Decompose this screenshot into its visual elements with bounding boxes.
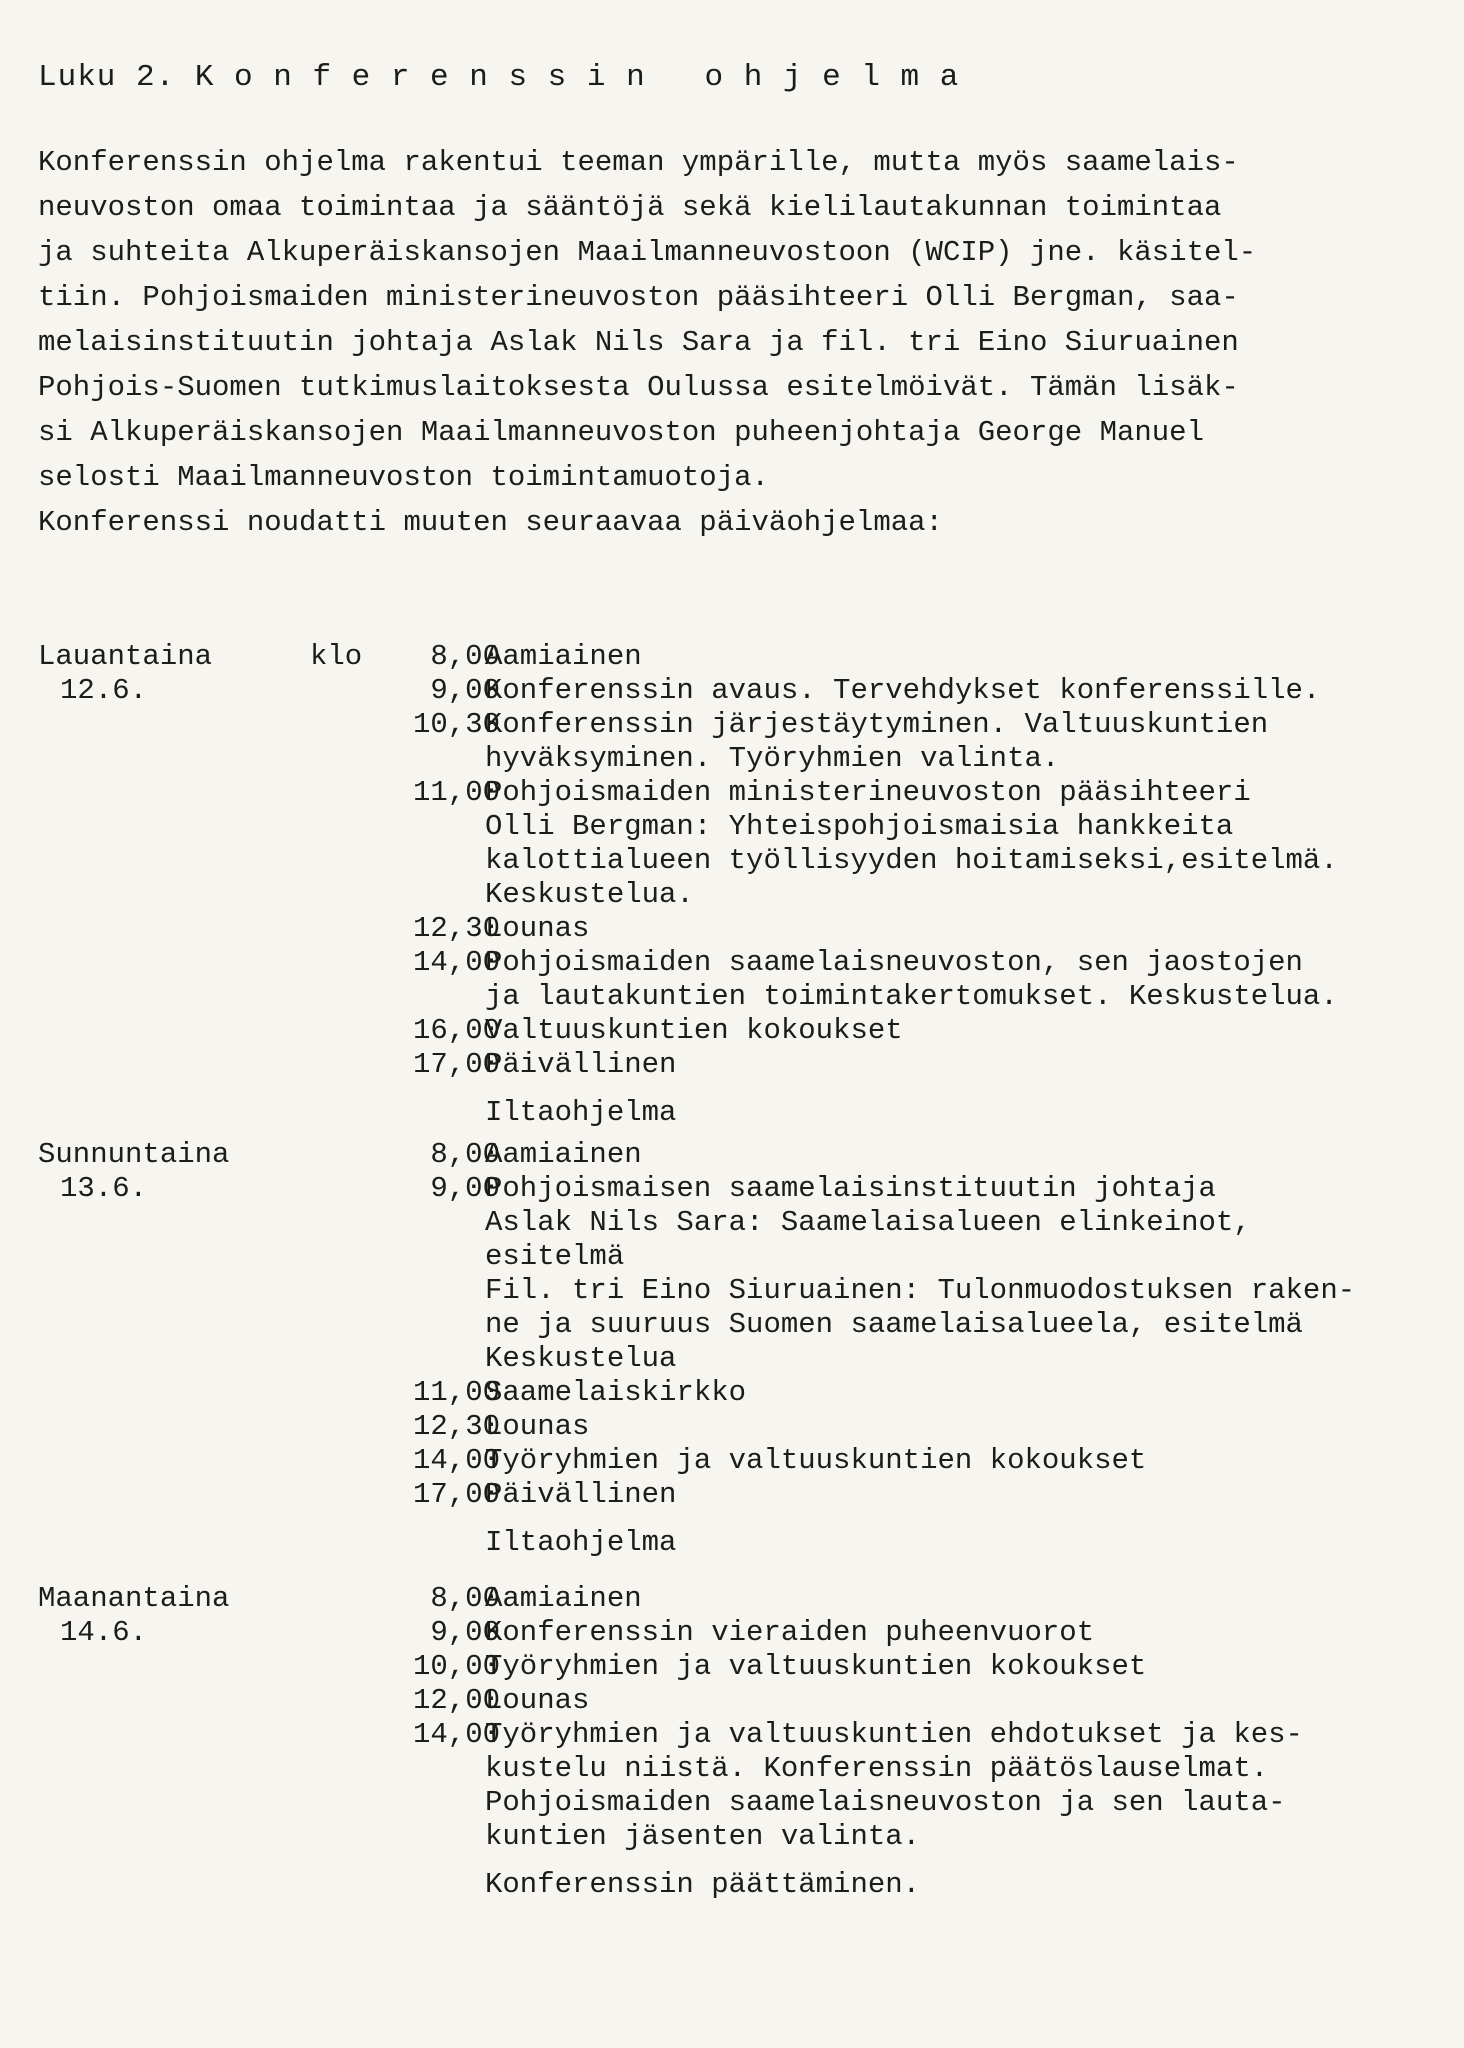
entry-time: 17,00 (412, 1048, 500, 1081)
entry-time: 12,30 (412, 1410, 500, 1443)
entry-line: Keskustelua. (485, 878, 694, 911)
entry-time: 14,00 (412, 1444, 500, 1477)
entry-line: Konferenssin avaus. Tervehdykset konferenssille. (485, 674, 1321, 707)
entry-description (485, 1376, 1445, 1410)
entry-line: Pohjoismaiden ministerineuvoston pääsihteeri (485, 776, 1251, 809)
entry-line: Konferenssin vieraiden puheenvuorot (485, 1616, 1095, 1649)
entry-description (485, 1684, 1445, 1718)
entry-time: 10,00 (412, 1650, 500, 1683)
entry-line: kuntien jäsenten valinta. (485, 1820, 921, 1853)
day-date: 13.6. (60, 1172, 148, 1205)
day-label: Maanantaina (38, 1582, 230, 1615)
entry-line: Aslak Nils Sara: Saamelaisalueen elinkeinot, (485, 1206, 1251, 1239)
entry-time: 8,00 (430, 640, 500, 673)
entry-line: Fil. tri Eino Siuruainen: Tulonmuodostuksen raken- (485, 1274, 1356, 1307)
evening-program: Iltaohjelma (485, 1096, 677, 1129)
entry-line: Saamelaiskirkko (485, 1376, 747, 1409)
entry-description (485, 1014, 1445, 1048)
entry-description (485, 708, 1445, 776)
day-date: 12.6. (60, 674, 148, 707)
entry-time: 8,00 (430, 1582, 500, 1615)
entry-description (485, 1616, 1445, 1650)
entry-description (485, 1650, 1445, 1684)
entry-line: Konferenssin järjestäytyminen. Valtuuskuntien (485, 708, 1269, 741)
entry-line: esitelmä (485, 1240, 625, 1273)
intro-line: Pohjois-Suomen tutkimuslaitoksesta Oulussa esitelmöivät. Tämän lisäk- (38, 371, 1239, 404)
entry-description (485, 1478, 1445, 1512)
entry-line (485, 1854, 1445, 1868)
day-label: Sunnuntaina (38, 1138, 230, 1171)
entry-line: ja lautakuntien toimintakertomukset. Keskustelua. (485, 980, 1338, 1013)
entry-time: 11,00 (412, 776, 500, 809)
entry-line: Pohjoismaiden saamelaisneuvoston, sen jaostojen (485, 946, 1303, 979)
entry-line: Päivällinen (485, 1048, 677, 1081)
intro-line: Konferenssin ohjelma rakentui teeman ympärille, mutta myös saamelais- (38, 146, 1239, 179)
entry-time: 14,00 (412, 946, 500, 979)
entry-description (485, 1444, 1445, 1478)
entry-line: Lounas (485, 912, 590, 945)
intro-line: neuvoston omaa toimintaa ja sääntöjä sekä kielilautakunnan toimintaa (38, 191, 1222, 224)
intro-line: Konferenssi noudatti muuten seuraavaa päiväohjelmaa: (38, 506, 943, 539)
day-label: Lauantaina (38, 640, 213, 673)
entry-line: Pohjoismaiden saamelaisneuvoston ja sen lauta- (485, 1786, 1286, 1819)
entry-time: 16,00 (412, 1014, 500, 1047)
entry-line: Aamiainen (485, 1138, 642, 1171)
intro-line: tiin. Pohjoismaiden ministerineuvoston pääsihteeri Olli Bergman, saa- (38, 281, 1239, 314)
entry-time: 11,00 (412, 1376, 500, 1409)
entry-description (485, 674, 1445, 708)
entry-line: Valtuuskuntien kokoukset (485, 1014, 903, 1047)
entry-line: kustelu niistä. Konferenssin päätöslauselmat. (485, 1752, 1269, 1785)
entry-time: 12,00 (412, 1684, 500, 1717)
entry-line: Työryhmien ja valtuuskuntien kokoukset (485, 1650, 1147, 1683)
entry-line: Työryhmien ja valtuuskuntien ehdotukset ja kes- (485, 1718, 1303, 1751)
intro-line: si Alkuperäiskansojen Maailmanneuvoston puheenjohtaja George Manuel (38, 416, 1204, 449)
entry-description (485, 776, 1445, 912)
klo-label: klo (310, 640, 363, 673)
entry-line: Aamiainen (485, 640, 642, 673)
entry-line: Keskustelua (485, 1342, 677, 1375)
entry-time: 10,30 (412, 708, 500, 741)
entry-line: Olli Bergman: Yhteispohjoismaisia hankkeita (485, 810, 1234, 843)
entry-description (485, 1138, 1445, 1172)
chapter-heading: Luku 2. K o n f e r e n s s i n o h j e l m a (38, 60, 960, 95)
entry-description (485, 1582, 1445, 1616)
intro-line: melaisinstituutin johtaja Aslak Nils Sara ja fil. tri Eino Siuruainen (38, 326, 1239, 359)
entry-line: Konferenssin päättäminen. (485, 1868, 921, 1901)
entry-time: 14,00 (412, 1718, 500, 1751)
entry-description (485, 946, 1445, 1014)
entry-time: 17,00 (412, 1478, 500, 1511)
entry-description (485, 1172, 1445, 1376)
entry-time: 8,00 (430, 1138, 500, 1171)
entry-time: 9,00 (430, 1616, 500, 1649)
entry-line: Aamiainen (485, 1582, 642, 1615)
entry-line: Pohjoismaisen saamelaisinstituutin johtaja (485, 1172, 1216, 1205)
entry-line: Lounas (485, 1410, 590, 1443)
day-date: 14.6. (60, 1616, 148, 1649)
entry-time: 12,30 (412, 912, 500, 945)
intro-line: selosti Maailmanneuvoston toimintamuotoja. (38, 461, 769, 494)
entry-line: Työryhmien ja valtuuskuntien kokoukset (485, 1444, 1147, 1477)
entry-description (485, 1048, 1445, 1082)
entry-time: 9,00 (430, 674, 500, 707)
entry-line: ne ja suuruus Suomen saamelaisalueela, esitelmä (485, 1308, 1303, 1341)
entry-description (485, 1718, 1445, 1902)
intro-line: ja suhteita Alkuperäiskansojen Maailmanneuvostoon (WCIP) jne. käsitel- (38, 236, 1257, 269)
entry-line: Päivällinen (485, 1478, 677, 1511)
entry-description (485, 640, 1445, 674)
entry-time: 9,00 (430, 1172, 500, 1205)
entry-line: Lounas (485, 1684, 590, 1717)
entry-line: hyväksyminen. Työryhmien valinta. (485, 742, 1060, 775)
evening-program: Iltaohjelma (485, 1526, 677, 1559)
entry-description (485, 1410, 1445, 1444)
intro-paragraph (38, 140, 1418, 545)
entry-description (485, 912, 1445, 946)
entry-line: kalottialueen työllisyyden hoitamiseksi,esitelmä. (485, 844, 1338, 877)
